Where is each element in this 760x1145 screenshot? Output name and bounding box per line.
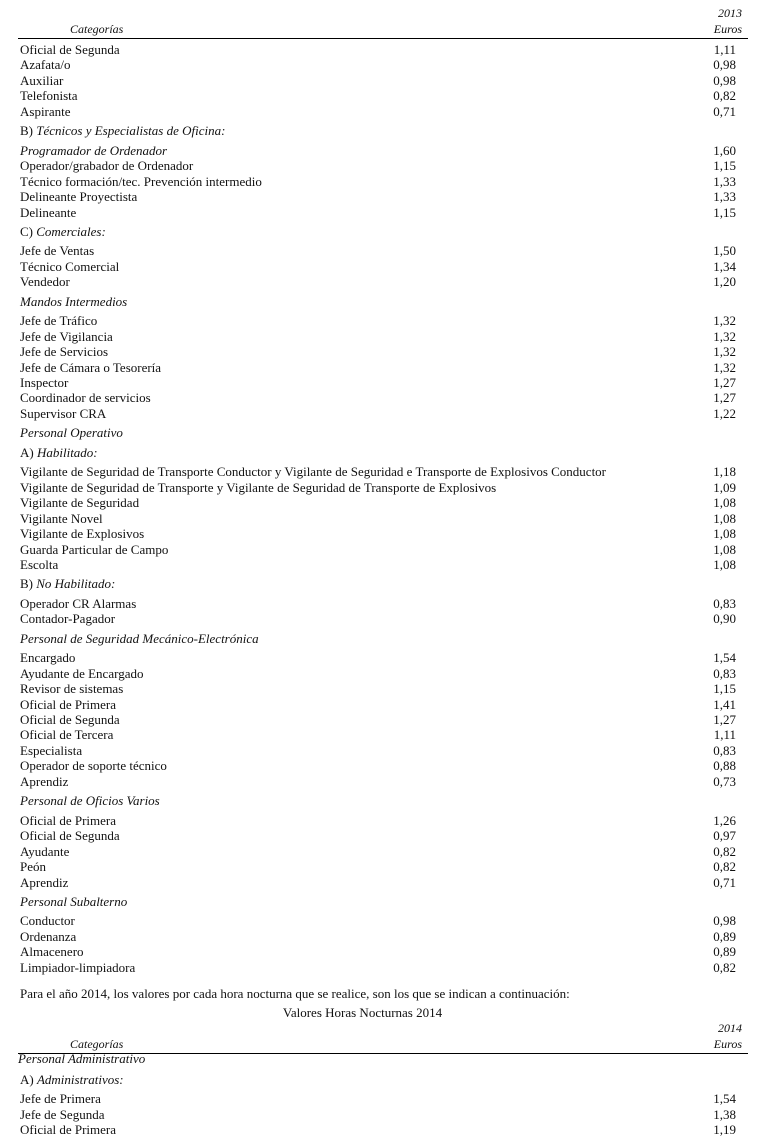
row-value: 0,82 <box>713 959 736 975</box>
table-row <box>20 88 736 104</box>
table-row <box>20 557 736 573</box>
row-value: 0,73 <box>713 773 736 789</box>
section-heading <box>20 894 736 910</box>
table-row <box>20 758 736 774</box>
table-row <box>20 57 736 73</box>
row-label: Personal de Oficios Varios <box>20 793 160 809</box>
section-prefix: A) <box>20 1072 37 1087</box>
row-label: Jefe de Tráfico <box>20 313 98 329</box>
row-label: Revisor de sistemas <box>20 681 124 697</box>
row-label: Operador de soporte técnico <box>20 758 167 774</box>
table-row <box>20 960 736 976</box>
section-prefix: B) <box>20 123 37 139</box>
row-value: 0,89 <box>713 928 736 944</box>
row-value: 0,83 <box>713 742 736 758</box>
row-label: Vigilante de Explosivos <box>20 526 145 542</box>
table-row <box>20 875 736 891</box>
row-label: Aprendiz <box>20 874 69 890</box>
row-label: Jefe de Cámara o Tesorería <box>20 359 162 375</box>
row-label: Jefe de Vigilancia <box>20 328 113 344</box>
category-column-label: Categorías <box>70 1037 124 1051</box>
section-heading <box>20 425 736 441</box>
row-value: 1,32 <box>713 328 736 344</box>
row-value: 1,41 <box>713 696 736 712</box>
row-label: Oficial de Primera <box>20 696 117 712</box>
row-value: 0,82 <box>713 859 736 875</box>
table-row <box>20 526 736 542</box>
row-value: 1,54 <box>713 1091 736 1107</box>
table-row <box>20 480 736 496</box>
table-row <box>20 511 736 527</box>
row-label: Vigilante de Seguridad de Transporte Conductor y Vigilante de Seguridad e Transporte de Explosivos Conductor <box>20 464 607 480</box>
table-row <box>20 104 736 120</box>
row-value: 0,82 <box>713 88 736 104</box>
row-label: Vigilante Novel <box>20 510 103 526</box>
row-label: Inspector <box>20 375 69 390</box>
row-label: Delineante Proyectista <box>20 189 138 205</box>
table-row <box>20 390 736 406</box>
row-label: B) Técnicos y Especialistas de Oficina: <box>20 123 226 139</box>
row-label: Personal Operativo <box>20 425 123 441</box>
table-row <box>20 259 736 275</box>
row-label: Vigilante de Seguridad <box>20 495 140 511</box>
row-label: Aspirante <box>20 103 71 119</box>
table-header-2014 <box>18 1021 746 1053</box>
row-value: 1,08 <box>713 495 736 511</box>
row-label: Oficial de Segunda <box>20 712 120 727</box>
row-value: 1,19 <box>713 1122 736 1138</box>
row-label: A) Administrativos: <box>20 1072 124 1087</box>
row-value: 1,54 <box>713 650 736 666</box>
row-value: 1,33 <box>713 189 736 205</box>
paragraph-2014: Para el año 2014, los valores por cada hora nocturna que se realice, son los que se indican a continuación: <box>20 986 570 1001</box>
table-row <box>20 158 736 174</box>
row-label: Peón <box>20 859 46 875</box>
row-label: Coordinador de servicios <box>20 390 151 406</box>
row-label: Oficial de Primera <box>20 1122 117 1138</box>
section-heading <box>20 445 736 461</box>
table-row <box>20 813 736 829</box>
row-label: A) Habilitado: <box>20 444 98 460</box>
table-row <box>20 650 736 666</box>
table-row <box>20 329 736 345</box>
row-value: 0,83 <box>713 665 736 681</box>
row-label: Oficial de Segunda <box>20 42 120 57</box>
table-row <box>20 712 736 728</box>
row-label: Supervisor CRA <box>20 405 107 421</box>
row-value: 1,08 <box>713 526 736 542</box>
row-label: Contador-Pagador <box>20 611 116 627</box>
section-heading <box>20 576 736 592</box>
row-label: Jefe de Servicios <box>20 344 109 360</box>
row-label: Operador/grabador de Ordenador <box>20 158 194 174</box>
row-value: 1,32 <box>713 313 736 329</box>
row-label: Jefe de Primera <box>20 1091 101 1107</box>
row-label: Vigilante de Seguridad de Transporte y Vigilante de Seguridad de Transporte de Explosivos <box>20 479 497 495</box>
row-label: Ayudante <box>20 843 70 859</box>
row-label: Programador de Ordenador <box>20 142 168 158</box>
row-value: 1,38 <box>713 1106 736 1122</box>
table-row <box>20 944 736 960</box>
row-label: Personal de Seguridad Mecánico-Electrónica <box>20 630 259 646</box>
row-value: 1,20 <box>713 274 736 290</box>
currency-label: Euros <box>713 1037 742 1051</box>
table-row <box>20 375 736 391</box>
table-row <box>20 205 736 221</box>
section-heading <box>20 1072 736 1088</box>
table-row <box>20 774 736 790</box>
row-label: Especialista <box>20 742 83 758</box>
year-label: 2014 <box>718 1021 742 1035</box>
section-prefix: C) <box>20 223 37 239</box>
row-label: Telefonista <box>20 88 78 104</box>
row-value: 1,11 <box>713 42 736 57</box>
row-label: Oficial de Primera <box>20 812 117 828</box>
row-label: Oficial de Tercera <box>20 727 114 743</box>
row-label: Guarda Particular de Campo <box>20 541 169 557</box>
table-row <box>20 360 736 376</box>
table-row <box>20 274 736 290</box>
table-row <box>20 828 736 844</box>
section-heading <box>20 294 736 310</box>
table-row <box>20 542 736 558</box>
row-value: 0,89 <box>713 944 736 960</box>
table-row <box>20 406 736 422</box>
row-label: Oficial de Segunda <box>20 828 120 844</box>
table-row <box>20 666 736 682</box>
section-heading <box>20 793 736 809</box>
row-label: Operador CR Alarmas <box>20 595 137 611</box>
row-label: Técnico formación/tec. Prevención intermedio <box>20 173 262 189</box>
row-value: 0,97 <box>713 828 736 844</box>
table-row <box>20 859 736 875</box>
section-heading <box>20 123 736 139</box>
table-row <box>20 464 736 480</box>
row-value: 0,90 <box>713 611 736 627</box>
table-row <box>20 189 736 205</box>
row-value: 1,60 <box>713 142 736 158</box>
row-value: 1,34 <box>713 258 736 274</box>
row-label: Mandos Intermedios <box>20 293 128 309</box>
row-label: Jefe de Segunda <box>20 1106 105 1122</box>
category-column-label: Categorías <box>70 22 124 36</box>
row-value: 1,50 <box>713 243 736 259</box>
row-label: Auxiliar <box>20 72 64 88</box>
row-value: 1,15 <box>713 204 736 220</box>
row-value: 1,08 <box>713 510 736 526</box>
row-label: Conductor <box>20 913 75 929</box>
row-value: 1,27 <box>713 712 736 727</box>
table-row <box>20 727 736 743</box>
table-row <box>20 681 736 697</box>
header-rule <box>18 38 748 39</box>
row-label: Vendedor <box>20 274 70 290</box>
row-value: 0,88 <box>713 758 736 774</box>
section-prefix: B) <box>20 576 37 592</box>
row-label: B) No Habilitado: <box>20 576 116 592</box>
row-label: Jefe de Ventas <box>20 243 95 259</box>
table-row <box>20 174 736 190</box>
row-value: 0,71 <box>713 874 736 890</box>
section-heading: Personal Administrativo <box>18 1051 146 1066</box>
row-value: 1,32 <box>713 359 736 375</box>
year-label: 2013 <box>718 6 742 20</box>
row-label: Limpiador-limpiadora <box>20 959 136 975</box>
row-label: Técnico Comercial <box>20 258 120 274</box>
section-heading <box>20 631 736 647</box>
table-row <box>20 1091 736 1107</box>
row-label: Ayudante de Encargado <box>20 665 144 681</box>
row-label: Azafata/o <box>20 57 71 73</box>
table-row <box>20 913 736 929</box>
row-value: 1,26 <box>713 812 736 828</box>
row-value: 1,09 <box>713 479 736 495</box>
row-label: Almacenero <box>20 944 84 960</box>
row-value: 0,98 <box>713 57 736 73</box>
row-value: 0,98 <box>713 72 736 88</box>
row-value: 1,08 <box>713 556 736 572</box>
row-label: Aprendiz <box>20 773 69 789</box>
row-value: 1,33 <box>713 173 736 189</box>
row-label: Encargado <box>20 650 76 666</box>
row-value: 1,27 <box>713 390 736 406</box>
row-value: 1,32 <box>713 344 736 360</box>
table-header-2013 <box>18 6 746 38</box>
table-row <box>20 143 736 159</box>
row-value: 1,22 <box>713 405 736 421</box>
row-value: 0,82 <box>713 843 736 859</box>
table-row <box>20 596 736 612</box>
table-row <box>20 73 736 89</box>
table-row <box>20 1107 736 1123</box>
row-label: Delineante <box>20 204 77 220</box>
section-heading <box>20 224 736 240</box>
table-row <box>20 844 736 860</box>
row-value: 1,08 <box>713 541 736 557</box>
row-value: 1,15 <box>713 158 736 174</box>
row-value: 1,15 <box>713 681 736 697</box>
section-prefix: A) <box>20 444 37 460</box>
table-row <box>20 495 736 511</box>
row-value: 0,83 <box>713 595 736 611</box>
table-row <box>20 929 736 945</box>
table-row <box>20 243 736 259</box>
table-row <box>20 743 736 759</box>
table-row <box>20 42 736 58</box>
row-label: C) Comerciales: <box>20 223 106 239</box>
table-row <box>20 313 736 329</box>
table-row <box>20 697 736 713</box>
row-label: Ordenanza <box>20 928 77 944</box>
row-value: 1,11 <box>713 727 736 743</box>
table-row <box>20 344 736 360</box>
row-value: 0,98 <box>713 913 736 929</box>
table-row <box>20 1122 736 1138</box>
row-value: 1,27 <box>713 375 736 390</box>
table-row <box>20 611 736 627</box>
currency-label: Euros <box>713 22 742 36</box>
row-label: Escolta <box>20 556 59 572</box>
table-2014-title: Valores Horas Nocturnas 2014 <box>282 1005 443 1020</box>
row-value: 0,71 <box>713 103 736 119</box>
row-value: 1,18 <box>713 464 736 480</box>
row-label: Personal Subalterno <box>20 893 128 909</box>
